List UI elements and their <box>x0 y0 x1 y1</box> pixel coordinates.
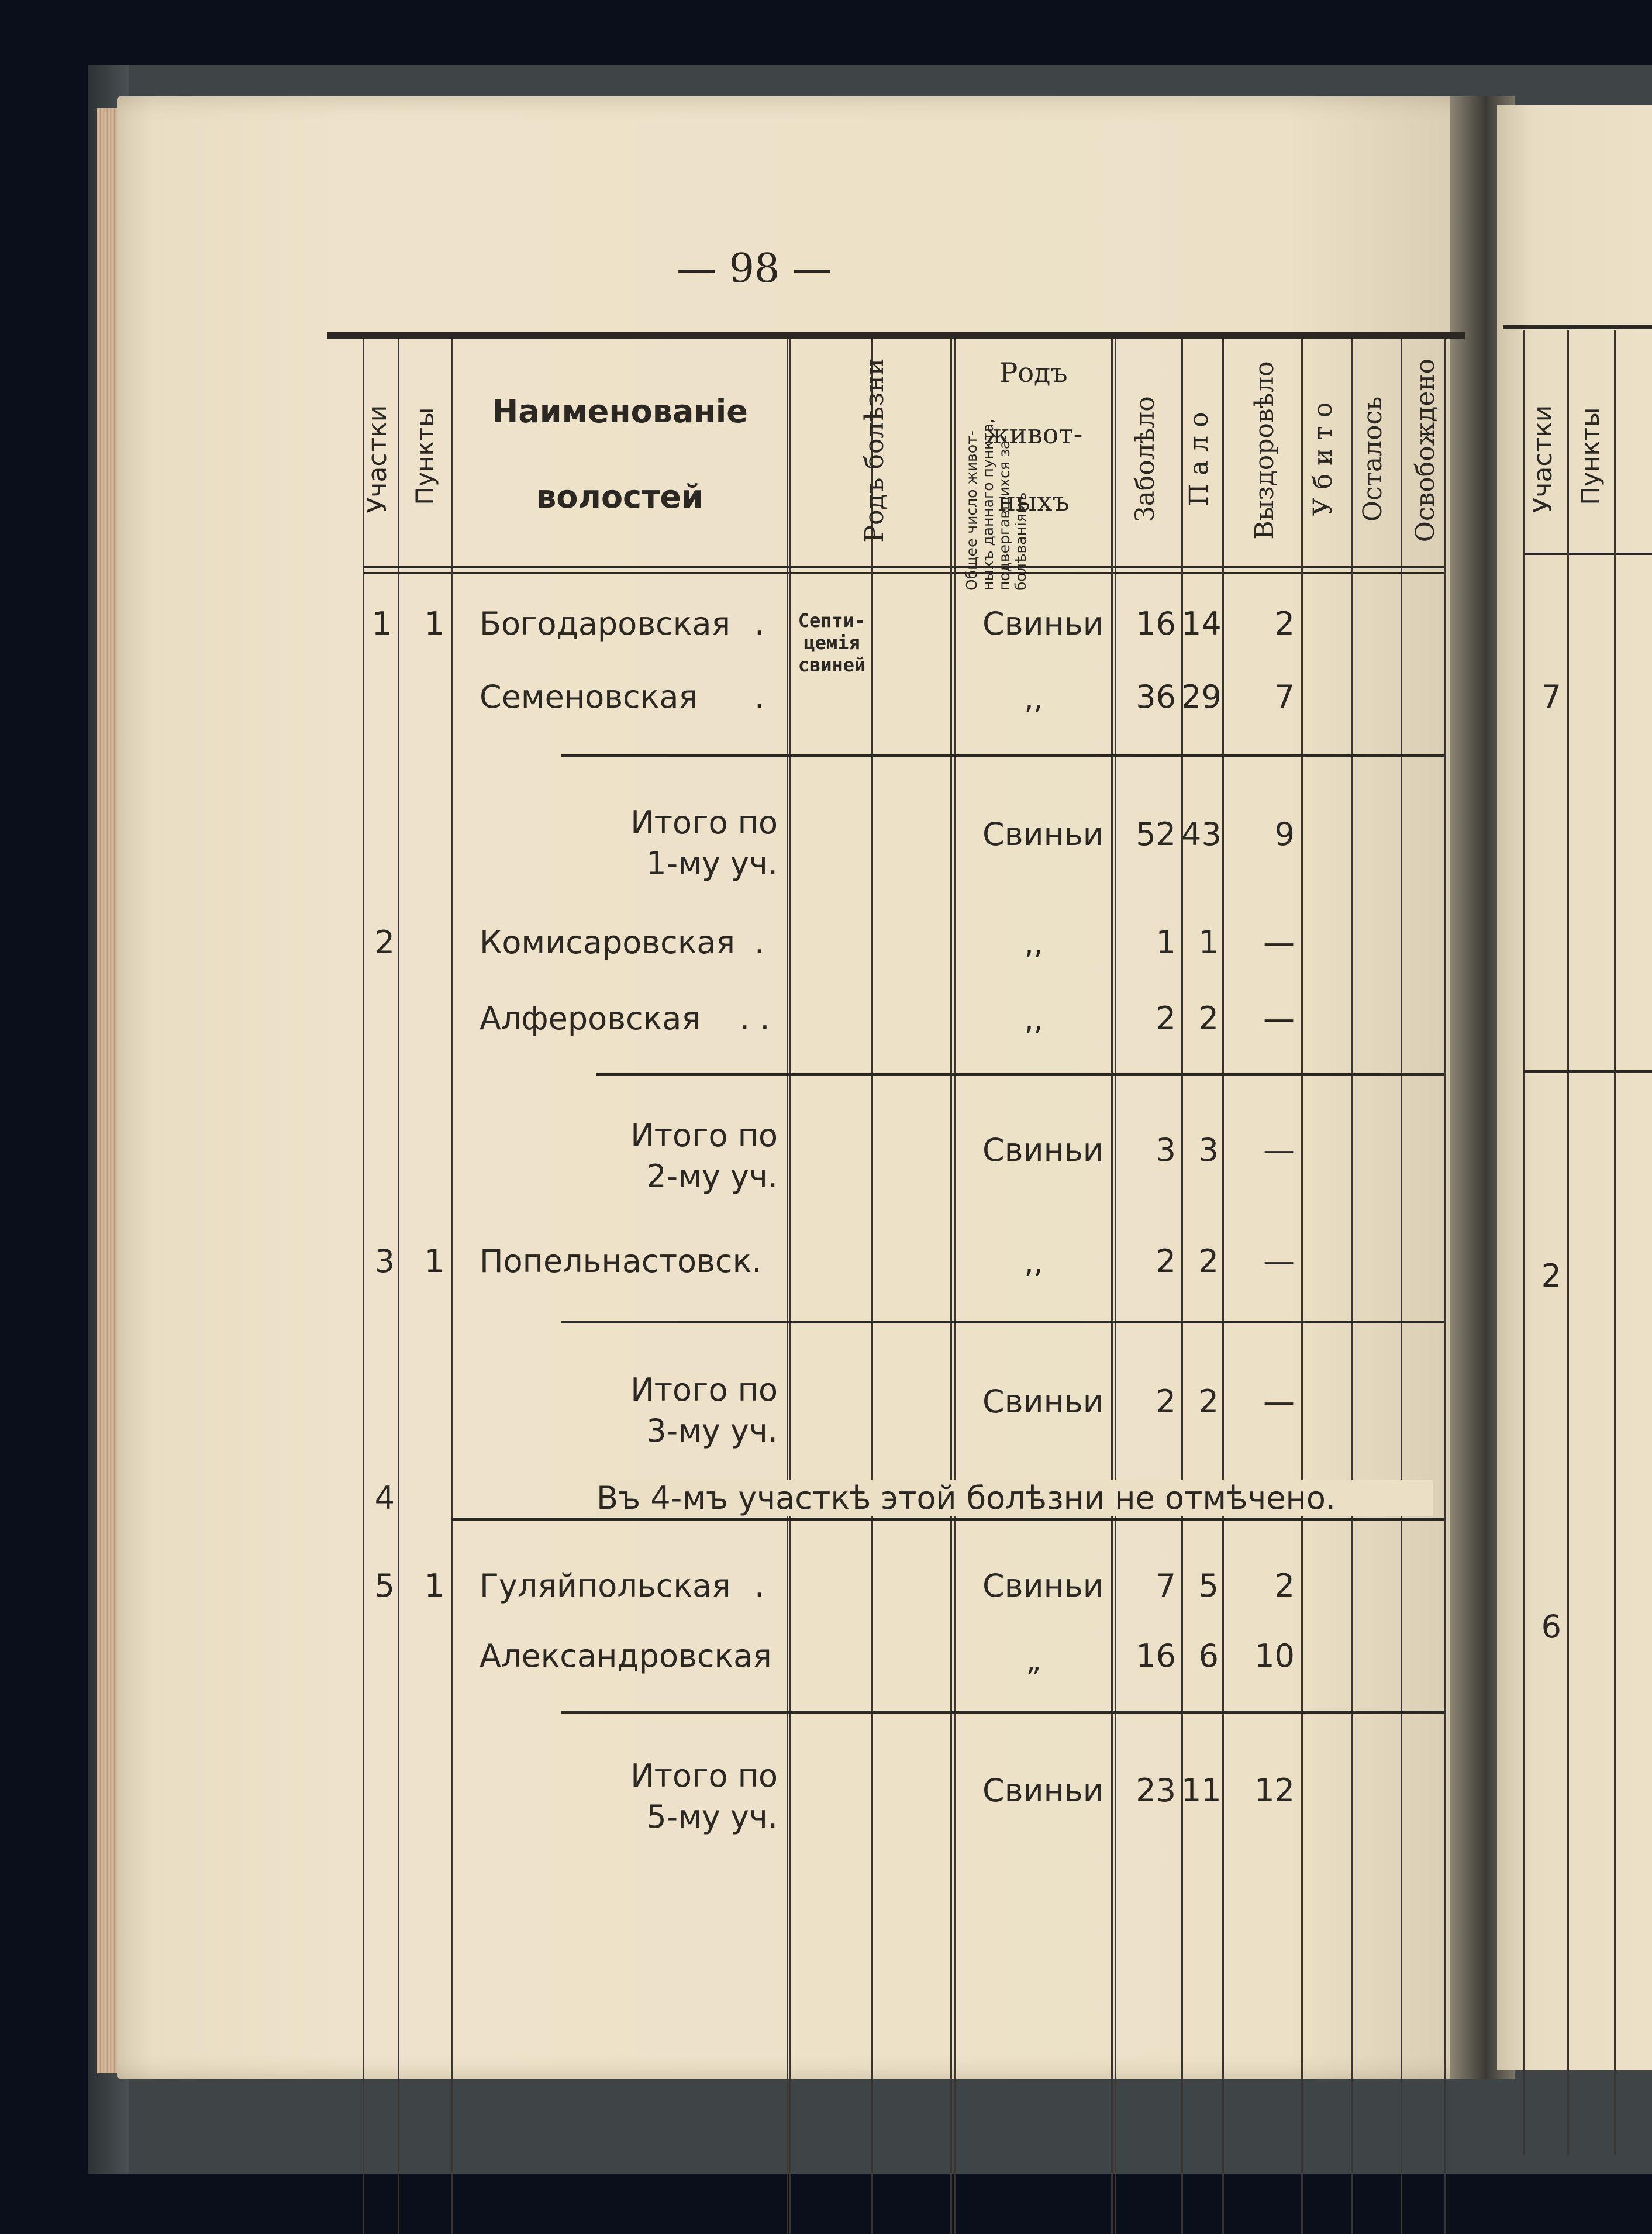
row-divider <box>561 1711 1444 1714</box>
col-line <box>787 339 788 2234</box>
col-line <box>451 339 453 2234</box>
total-label-line2: 1-му уч. <box>646 845 778 882</box>
col-line <box>1111 339 1113 2234</box>
volost-name: Семеновская <box>480 678 698 715</box>
volost-name: Александровская <box>480 1637 772 1674</box>
sick-count: 52 <box>1136 816 1176 853</box>
row-divider <box>561 1321 1444 1323</box>
col-line <box>954 339 956 2234</box>
header-killed: У б и т о <box>1308 402 1338 516</box>
animal-kind: Свиньи <box>982 1567 1103 1604</box>
volost-name: Комисаровская <box>480 924 736 961</box>
col-line <box>950 339 952 2234</box>
header-name-line2: волостей <box>536 478 703 515</box>
right-row-divider <box>1523 1070 1652 1073</box>
recovered-count: — <box>1263 1243 1295 1280</box>
right-header-points: Пункты <box>1576 407 1605 505</box>
header-bottom-rule <box>363 566 1444 568</box>
animal-kind: Свиньи <box>982 605 1103 642</box>
row-divider <box>561 754 1444 757</box>
header-name-line1: Наименованіе <box>492 393 748 430</box>
col-line <box>871 339 873 2234</box>
header-recovered: Выздоровѣло <box>1250 361 1279 540</box>
total-label-line1: Итого по <box>630 1371 778 1408</box>
disease-label-line3: свиней <box>798 654 866 676</box>
ditto-mark: „ <box>1026 1643 1041 1677</box>
recovered-count: — <box>1263 924 1295 961</box>
header-freed: Освобождено <box>1410 358 1440 543</box>
header-animal-kind-line2: живот- <box>984 418 1083 450</box>
leader-dot: . <box>754 924 765 961</box>
header-total-line4: болѣваніямъ <box>1012 492 1029 591</box>
sick-count: 1 <box>1156 924 1176 961</box>
animal-kind: Свиньи <box>982 816 1103 853</box>
header-disease-kind: Родъ болѣзни <box>860 358 889 543</box>
right-col-line <box>1614 330 1616 2155</box>
point-number: 1 <box>424 1567 444 1604</box>
col-line <box>1444 339 1446 2234</box>
district-number: 2 <box>374 924 395 961</box>
header-total-line1: Общее число живот- <box>963 430 980 591</box>
recovered-count: 7 <box>1274 678 1295 715</box>
right-col-line <box>1567 330 1569 2155</box>
total-label-line2: 3-му уч. <box>646 1412 778 1449</box>
died-count: 14 <box>1181 605 1222 642</box>
leader-dot: . <box>754 678 765 715</box>
table-top-rule <box>327 332 1465 339</box>
died-count: 1 <box>1198 924 1219 961</box>
recovered-count: 12 <box>1254 1772 1295 1809</box>
sick-count: 2 <box>1156 1383 1176 1420</box>
header-animal-kind-line1: Родъ <box>999 357 1068 388</box>
leader-dot: . <box>754 605 765 642</box>
died-count: 3 <box>1198 1132 1219 1168</box>
recovered-count: — <box>1263 1132 1295 1168</box>
header-bottom-rule-2 <box>363 572 1444 574</box>
sick-count: 23 <box>1136 1772 1176 1809</box>
animal-kind: Свиньи <box>982 1772 1103 1809</box>
right-col-line <box>1523 330 1525 2155</box>
header-remaining: Осталось <box>1358 396 1388 522</box>
sick-count: 16 <box>1136 1637 1176 1674</box>
point-number: 1 <box>424 1243 444 1280</box>
right-header-district: Участки <box>1528 405 1558 513</box>
sick-count: 16 <box>1136 605 1176 642</box>
col-line <box>1301 339 1303 2234</box>
died-count: 29 <box>1181 678 1222 715</box>
died-count: 2 <box>1198 1243 1219 1280</box>
right-page <box>1497 105 1652 2070</box>
col-line <box>1401 339 1402 2234</box>
district-number: 4 <box>374 1480 395 1516</box>
disease-label-line2: цемія <box>803 632 860 654</box>
leader-dot: . <box>754 1567 765 1604</box>
recovered-count: 2 <box>1274 1567 1295 1604</box>
right-table-top-rule <box>1503 325 1652 329</box>
ditto-mark: ,, <box>1024 1003 1043 1037</box>
disease-label-line1: Септи- <box>798 609 866 632</box>
header-points: Пункты <box>411 407 439 505</box>
right-header-rule <box>1523 553 1652 555</box>
header-total-line3: подвергавшихся за- <box>996 435 1013 591</box>
sick-count: 2 <box>1156 1243 1176 1280</box>
died-count: 5 <box>1198 1567 1219 1604</box>
ditto-mark: ,, <box>1024 927 1043 961</box>
total-label-line2: 2-му уч. <box>646 1158 778 1195</box>
row-divider <box>451 1518 1444 1521</box>
total-label-line2: 5-му уч. <box>646 1798 778 1835</box>
district-number: 1 <box>371 605 392 642</box>
recovered-count: — <box>1263 1383 1295 1420</box>
no-disease-note: Въ 4-мъ участкѣ этой болѣзни не отмѣчено. <box>596 1480 1433 1516</box>
volost-name: Богодаровская <box>480 605 730 642</box>
col-line <box>1351 339 1353 2234</box>
recovered-count: 2 <box>1274 605 1295 642</box>
died-count: 11 <box>1181 1772 1222 1809</box>
total-label-line1: Итого по <box>630 1757 778 1794</box>
right-district-number: 2 <box>1541 1257 1561 1294</box>
volost-name: Гуляйпольская <box>480 1567 731 1604</box>
volost-name: Алферовская <box>480 1000 701 1037</box>
recovered-count: 9 <box>1274 816 1295 853</box>
died-count: 2 <box>1198 1383 1219 1420</box>
ditto-mark: ,, <box>1024 681 1043 715</box>
district-number: 5 <box>374 1567 395 1604</box>
recovered-count: — <box>1263 1000 1295 1037</box>
sick-count: 7 <box>1156 1567 1176 1604</box>
died-count: 43 <box>1181 816 1222 853</box>
header-died: П а л о <box>1184 412 1214 506</box>
district-number: 3 <box>374 1243 395 1280</box>
header-animal-kind-line3: ныхъ <box>998 485 1070 517</box>
sick-count: 3 <box>1156 1132 1176 1168</box>
point-number: 1 <box>424 605 444 642</box>
volost-name: Попельнастовск. <box>480 1243 762 1280</box>
died-count: 2 <box>1198 1000 1219 1037</box>
header-sick: Заболѣло <box>1130 396 1160 522</box>
ditto-mark: ,, <box>1024 1246 1043 1280</box>
died-count: 6 <box>1198 1637 1219 1674</box>
row-divider <box>596 1073 1444 1076</box>
leader-dot: . . <box>740 1000 770 1037</box>
right-district-number: 7 <box>1541 678 1561 715</box>
recovered-count: 10 <box>1254 1637 1295 1674</box>
animal-kind: Свиньи <box>982 1132 1103 1168</box>
animal-kind: Свиньи <box>982 1383 1103 1420</box>
sick-count: 2 <box>1156 1000 1176 1037</box>
page-number: — 98 — <box>677 246 832 292</box>
total-label-line1: Итого по <box>630 804 778 841</box>
total-label-line1: Итого по <box>630 1117 778 1154</box>
header-total-line2: ныхъ даннаго пункта, <box>980 419 996 591</box>
page-stack-edge <box>97 108 117 2073</box>
right-district-number: 6 <box>1541 1608 1561 1645</box>
sick-count: 36 <box>1136 678 1176 715</box>
col-line <box>789 339 791 2234</box>
header-district: Участки <box>363 405 392 513</box>
